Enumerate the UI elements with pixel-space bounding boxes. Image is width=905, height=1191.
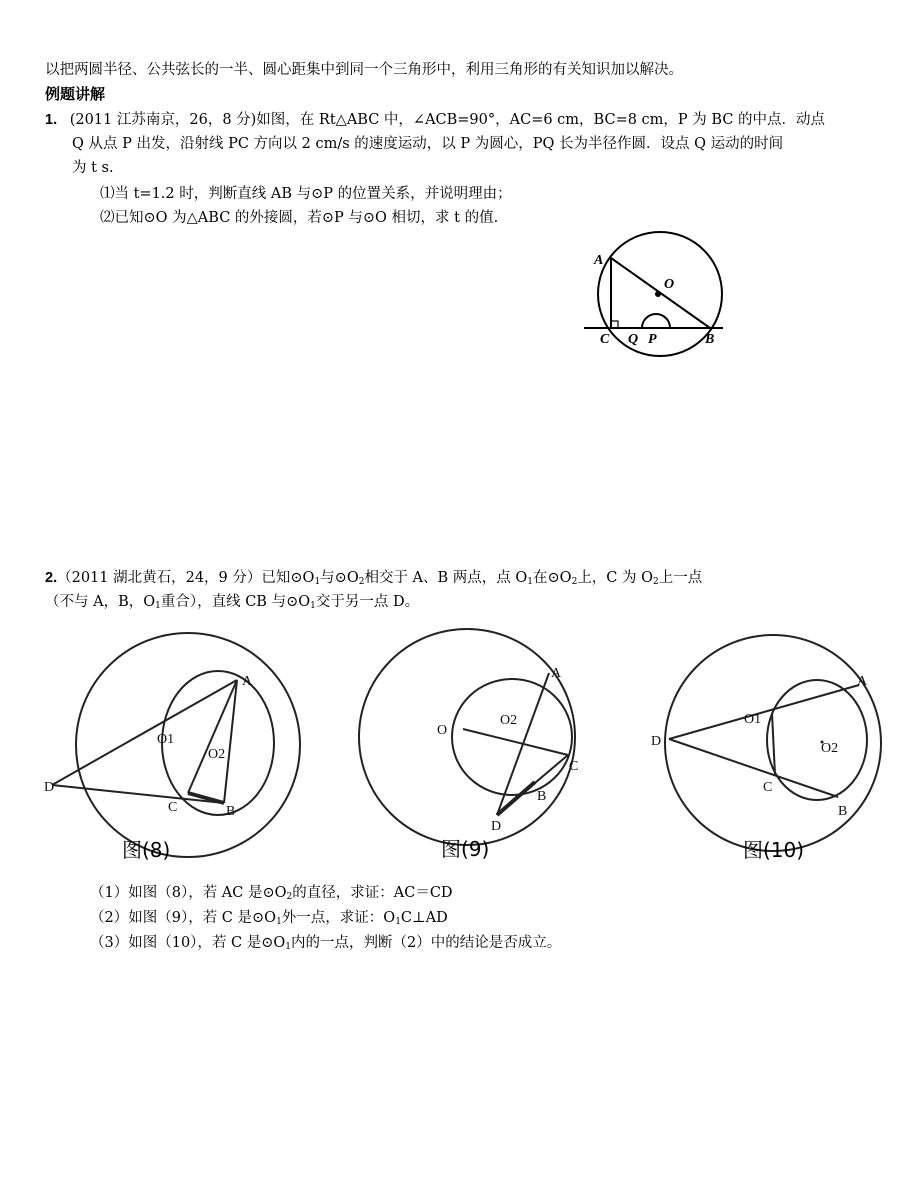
fig9-label-o2: O2 bbox=[500, 713, 518, 728]
sub-2a: 2 bbox=[358, 577, 365, 587]
right-angle-mark bbox=[611, 321, 618, 328]
circle-o2 bbox=[767, 680, 867, 800]
point-o bbox=[655, 291, 661, 297]
line-ac bbox=[188, 680, 237, 793]
sub-2c: 2 bbox=[653, 577, 659, 587]
circle-p bbox=[642, 314, 670, 328]
label-o: O bbox=[664, 277, 675, 292]
problem1-part2: ⑵已知⊙O 为△ABC 的外接圆，若⊙P 与⊙O 相切，求 t 的值. bbox=[100, 210, 499, 226]
problem2-q2 bbox=[90, 908, 448, 932]
problem1-line3: 为 t s. bbox=[72, 160, 114, 176]
label-b: B bbox=[705, 332, 715, 347]
problem1-line2: Q 从点 P 出发，沿射线 PC 方向以 2 cm/s 的速度运动，以 P 为圆心，PQ 长为半径作圆．设点 Q 运动的时间 bbox=[72, 136, 784, 152]
problem1-part1: ⑴当 t=1.2 时，判断直线 AB 与⊙P 的位置关系，并说明理由； bbox=[100, 186, 512, 202]
q2-t1: （2）如图（9），若 C 是⊙O bbox=[90, 910, 277, 926]
circle-o bbox=[359, 629, 575, 845]
problem2-q1 bbox=[90, 883, 453, 907]
problem2-number: 2. bbox=[45, 570, 58, 586]
p2-t1: （2011 湖北黄石，24，9 分）已知⊙O bbox=[57, 570, 315, 586]
p2-t8: 重合），直线 CB 与⊙O bbox=[160, 594, 311, 610]
fig9-label-a: A bbox=[551, 666, 562, 681]
line-oc bbox=[463, 729, 568, 755]
fig10-label-b: B bbox=[838, 804, 848, 819]
fig10-caption: 图(10) bbox=[743, 838, 805, 862]
line-da bbox=[52, 680, 237, 785]
line-db bbox=[669, 739, 838, 797]
sub-1b: 1 bbox=[527, 577, 534, 587]
section-heading: 例题讲解 bbox=[45, 85, 106, 103]
sub-1d: 1 bbox=[310, 601, 316, 611]
circle-o1 bbox=[76, 633, 300, 857]
p2-t4: 在⊙O bbox=[533, 570, 572, 586]
fig8-label-a: A bbox=[242, 674, 253, 689]
fig10-label-c: C bbox=[763, 780, 773, 795]
fig9-caption: 图(9) bbox=[441, 837, 490, 861]
fig9-label-b: B bbox=[537, 789, 547, 804]
fig8-caption: 图(8) bbox=[122, 838, 171, 862]
fig10-label-o1: O1 bbox=[744, 712, 762, 727]
q3-t2: 内的一点，判断（2）中的结论是否成立。 bbox=[291, 935, 562, 951]
label-q: Q bbox=[628, 332, 639, 347]
fig8-label-d: D bbox=[44, 780, 55, 795]
fig10-label-d: D bbox=[651, 734, 662, 749]
problem2-q3 bbox=[90, 933, 561, 957]
p2-t3: 相交于 A、B 两点，点 O bbox=[364, 570, 528, 586]
p2-t2: 与⊙O bbox=[320, 570, 359, 586]
fig9-label-d: D bbox=[491, 819, 502, 834]
q1-t2: 的直径，求证：AC＝CD bbox=[292, 885, 453, 901]
line-ab bbox=[224, 680, 237, 803]
fig10-label-a: A bbox=[857, 674, 868, 689]
sub-1a: 1 bbox=[314, 577, 321, 587]
q1-t1: （1）如图（8），若 AC 是⊙O bbox=[90, 885, 287, 901]
problem1-figure bbox=[578, 236, 738, 356]
problem2-line1 bbox=[45, 568, 702, 592]
label-p: P bbox=[648, 332, 657, 347]
figure-10 bbox=[645, 625, 868, 875]
fig8-label-o1: O1 bbox=[157, 732, 175, 747]
circle-o2 bbox=[452, 679, 572, 795]
sub-1e: 1 bbox=[276, 917, 282, 927]
problem1-text-1: (2011 江苏南京，26，8 分)如图，在 Rt△ABC 中，∠ACB=90°，AC=6 cm，BC=8 cm，P 为 BC 的中点．动点 bbox=[69, 112, 826, 128]
problem1-line1 bbox=[45, 110, 825, 130]
fig8-label-o2: O2 bbox=[208, 747, 226, 762]
p2-t9: 交于另一点 D。 bbox=[315, 594, 420, 610]
fig8-label-c: C bbox=[168, 800, 178, 815]
q2-t3: C⊥AD bbox=[400, 910, 448, 926]
fig9-label-c: C bbox=[569, 759, 579, 774]
fig9-label-o: O bbox=[437, 723, 448, 738]
sub-2d: 2 bbox=[286, 892, 293, 902]
problem2-line2 bbox=[45, 592, 419, 616]
label-c: C bbox=[600, 332, 610, 347]
p2-t6: 上一点 bbox=[658, 570, 703, 586]
p2-t5: 上，C 为 O bbox=[577, 570, 654, 586]
sub-1c: 1 bbox=[155, 601, 161, 611]
problem1-number: 1. bbox=[45, 112, 58, 128]
sub-1g: 1 bbox=[285, 942, 292, 952]
sub-2b: 2 bbox=[571, 577, 578, 587]
q2-t2: 外一点，求证：O bbox=[281, 910, 396, 926]
line-da bbox=[669, 685, 859, 739]
intro-text: 以把两圆半径、公共弦长的一半、圆心距集中到同一个三角形中，利用三角形的有关知识加以解决。 bbox=[45, 62, 683, 78]
circle-o2 bbox=[162, 671, 274, 815]
q3-t1: （3）如图（10），若 C 是⊙O bbox=[90, 935, 286, 951]
figure-8 bbox=[40, 625, 350, 875]
figure-9 bbox=[355, 622, 630, 872]
p2-t7: （不与 A，B，O bbox=[45, 594, 156, 610]
fig8-label-b: B bbox=[226, 804, 236, 819]
label-a: A bbox=[594, 253, 604, 268]
fig10-label-o2: O2 bbox=[821, 741, 839, 756]
sub-1f: 1 bbox=[395, 917, 401, 927]
